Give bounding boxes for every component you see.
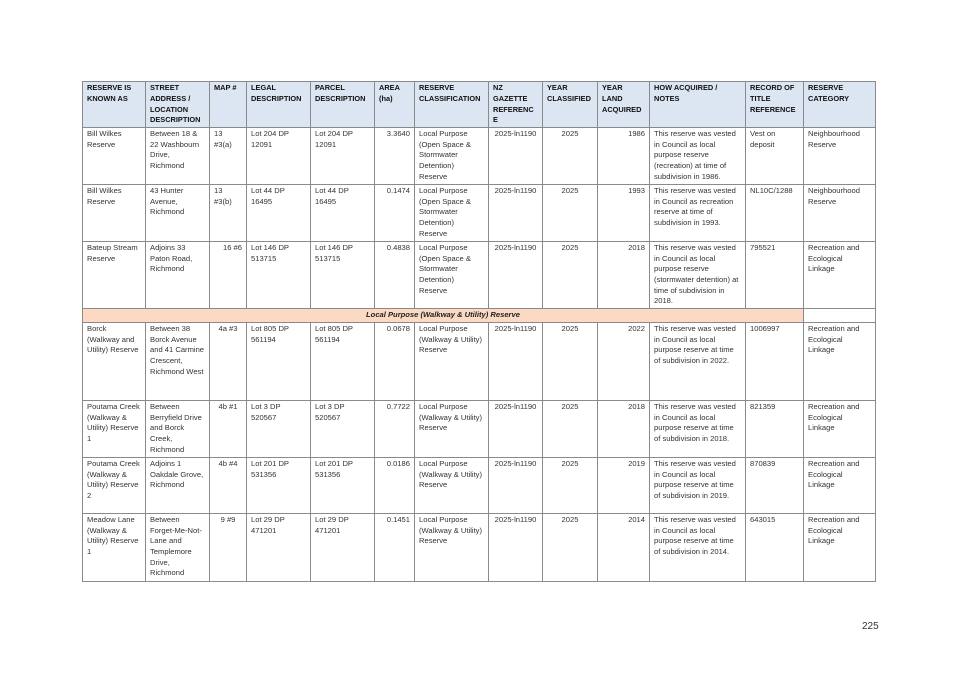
cell-area: 0.1474 [375, 185, 415, 242]
cell-category: Recreation and Ecological Linkage [804, 242, 876, 309]
col-header-address: STREET ADDRESS / LOCATION DESCRIPTION [146, 82, 210, 128]
cell-category: Recreation and Ecological Linkage [804, 458, 876, 514]
cell-category: Recreation and Ecological Linkage [804, 323, 876, 401]
cell-year-acquired: 2014 [598, 514, 650, 582]
table-row [83, 128, 876, 185]
cell-address: Between 38 Borck Avenue and 41 Carmine Crescent, Richmond West [146, 323, 210, 401]
cell-notes: This reserve was vested in Council as recreation reserve at time of subdivision in 1993. [650, 185, 746, 242]
cell-area: 0.0678 [375, 323, 415, 401]
cell-map: 9 #9 [210, 514, 247, 582]
col-header-parcel: PARCEL DESCRIPTION [311, 82, 375, 128]
cell-classification: Local Purpose (Open Space & Stormwater Detention) Reserve [415, 185, 489, 242]
cell-area: 0.0186 [375, 458, 415, 514]
section-row [83, 309, 876, 323]
cell-classification: Local Purpose (Open Space & Stormwater Detention) Reserve [415, 128, 489, 185]
cell-year-classified: 2025 [543, 185, 598, 242]
cell-parcel: Lot 201 DP 531356 [311, 458, 375, 514]
cell-year-acquired: 2018 [598, 242, 650, 309]
cell-gazette: 2025-ln1190 [489, 323, 543, 401]
cell-parcel: Lot 29 DP 471201 [311, 514, 375, 582]
cell-parcel: Lot 3 DP 520567 [311, 401, 375, 458]
cell-category: Recreation and Ecological Linkage [804, 401, 876, 458]
cell-notes: This reserve was vested in Council as local purpose reserve at time of subdivision in 2019. [650, 458, 746, 514]
col-header-notes: HOW ACQUIRED / NOTES [650, 82, 746, 128]
cell-notes: This reserve was vested in Council as local purpose reserve (stormwater detention) at time of subdivision in 2018. [650, 242, 746, 309]
col-header-classification: RESERVE CLASSIFICATION [415, 82, 489, 128]
col-header-name: RESERVE IS KNOWN AS [83, 82, 146, 128]
cell-year-classified: 2025 [543, 514, 598, 582]
cell-parcel: Lot 146 DP 513715 [311, 242, 375, 309]
cell-title-ref: 643015 [746, 514, 804, 582]
cell-map: 4b #1 [210, 401, 247, 458]
cell-map: 13 #3(a) [210, 128, 247, 185]
cell-title-ref: 795521 [746, 242, 804, 309]
cell-name: Meadow Lane (Walkway & Utility) Reserve 1 [83, 514, 146, 582]
section-tail-cell [804, 309, 876, 323]
cell-classification: Local Purpose (Walkway & Utility) Reserve [415, 458, 489, 514]
col-header-gazette: NZ GAZETTE REFERENCE [489, 82, 543, 128]
cell-name: Bateup Stream Reserve [83, 242, 146, 309]
cell-area: 0.7722 [375, 401, 415, 458]
cell-address: Between Berryfield Drive and Borck Creek, Richmond [146, 401, 210, 458]
cell-map: 4b #4 [210, 458, 247, 514]
cell-area: 0.1451 [375, 514, 415, 582]
cell-gazette: 2025-ln1190 [489, 458, 543, 514]
cell-year-classified: 2025 [543, 401, 598, 458]
cell-year-classified: 2025 [543, 458, 598, 514]
cell-parcel: Lot 204 DP 12091 [311, 128, 375, 185]
table-body [83, 128, 876, 582]
cell-map: 4a #3 [210, 323, 247, 401]
cell-address: 43 Hunter Avenue, Richmond [146, 185, 210, 242]
header-row [83, 82, 876, 128]
cell-gazette: 2025-ln1190 [489, 242, 543, 309]
cell-title-ref: 1006997 [746, 323, 804, 401]
col-header-title-ref: RECORD OF TITLE REFERENCE [746, 82, 804, 128]
cell-year-acquired: 1986 [598, 128, 650, 185]
cell-year-acquired: 2019 [598, 458, 650, 514]
cell-title-ref: NL10C/1288 [746, 185, 804, 242]
page-number: 225 [862, 621, 879, 632]
cell-year-acquired: 1993 [598, 185, 650, 242]
cell-legal: Lot 805 DP 561194 [247, 323, 311, 401]
cell-legal: Lot 204 DP 12091 [247, 128, 311, 185]
cell-classification: Local Purpose (Walkway & Utility) Reserve [415, 401, 489, 458]
cell-classification: Local Purpose (Walkway & Utility) Reserve [415, 323, 489, 401]
cell-year-classified: 2025 [543, 242, 598, 309]
col-header-legal: LEGAL DESCRIPTION [247, 82, 311, 128]
table-row [83, 185, 876, 242]
cell-title-ref: 870839 [746, 458, 804, 514]
col-header-year-classified: YEAR CLASSIFIED [543, 82, 598, 128]
cell-name: Bill Wilkes Reserve [83, 185, 146, 242]
cell-year-classified: 2025 [543, 323, 598, 401]
cell-year-classified: 2025 [543, 128, 598, 185]
table-row [83, 401, 876, 458]
cell-notes: This reserve was vested in Council as local purpose reserve at time of subdivision in 2018. [650, 401, 746, 458]
cell-notes: This reserve was vested in Council as local purpose reserve at time of subdivision in 2014. [650, 514, 746, 582]
table-row [83, 458, 876, 514]
table-row [83, 514, 876, 582]
cell-legal: Lot 201 DP 531356 [247, 458, 311, 514]
cell-legal: Lot 29 DP 471201 [247, 514, 311, 582]
cell-gazette: 2025-ln1190 [489, 401, 543, 458]
cell-parcel: Lot 44 DP 16495 [311, 185, 375, 242]
table-row [83, 323, 876, 401]
cell-address: Adjoins 1 Oakdale Grove, Richmond [146, 458, 210, 514]
cell-gazette: 2025-ln1190 [489, 514, 543, 582]
cell-address: Adjoins 33 Paton Road, Richmond [146, 242, 210, 309]
cell-name: Bill Wilkes Reserve [83, 128, 146, 185]
cell-legal: Lot 3 DP 520567 [247, 401, 311, 458]
cell-notes: This reserve was vested in Council as local purpose reserve at time of subdivision in 2022. [650, 323, 746, 401]
cell-classification: Local Purpose (Open Space & Stormwater Detention) Reserve [415, 242, 489, 309]
cell-category: Recreation and Ecological Linkage [804, 514, 876, 582]
cell-gazette: 2025-ln1190 [489, 185, 543, 242]
cell-name: Borck (Walkway and Utility) Reserve [83, 323, 146, 401]
cell-name: Poutama Creek (Walkway & Utility) Reserve 1 [83, 401, 146, 458]
cell-area: 3.3640 [375, 128, 415, 185]
cell-parcel: Lot 805 DP 561194 [311, 323, 375, 401]
col-header-map: MAP # [210, 82, 247, 128]
cell-year-acquired: 2018 [598, 401, 650, 458]
cell-legal: Lot 44 DP 16495 [247, 185, 311, 242]
cell-classification: Local Purpose (Walkway & Utility) Reserve [415, 514, 489, 582]
table-row [83, 242, 876, 309]
col-header-category: RESERVE CATEGORY [804, 82, 876, 128]
cell-map: 16 #6 [210, 242, 247, 309]
cell-title-ref: Vest on deposit [746, 128, 804, 185]
section-title: Local Purpose (Walkway & Utility) Reserve [83, 309, 804, 323]
cell-category: Neighbourhood Reserve [804, 185, 876, 242]
cell-legal: Lot 146 DP 513715 [247, 242, 311, 309]
cell-address: Between Forget-Me-Not-Lane and Templemore Drive, Richmond [146, 514, 210, 582]
col-header-area: AREA (ha) [375, 82, 415, 128]
cell-address: Between 18 & 22 Washbourn Drive, Richmond [146, 128, 210, 185]
cell-gazette: 2025-ln1190 [489, 128, 543, 185]
reserve-table [82, 81, 876, 582]
cell-name: Poutama Creek (Walkway & Utility) Reserve 2 [83, 458, 146, 514]
cell-category: Neighbourhood Reserve [804, 128, 876, 185]
cell-year-acquired: 2022 [598, 323, 650, 401]
cell-notes: This reserve was vested in Council as local purpose reserve (recreation) at time of subdivision in 1986. [650, 128, 746, 185]
cell-title-ref: 821359 [746, 401, 804, 458]
cell-area: 0.4838 [375, 242, 415, 309]
col-header-year-acquired: YEAR LAND ACQUIRED [598, 82, 650, 128]
cell-map: 13 #3(b) [210, 185, 247, 242]
table-header [83, 82, 876, 128]
